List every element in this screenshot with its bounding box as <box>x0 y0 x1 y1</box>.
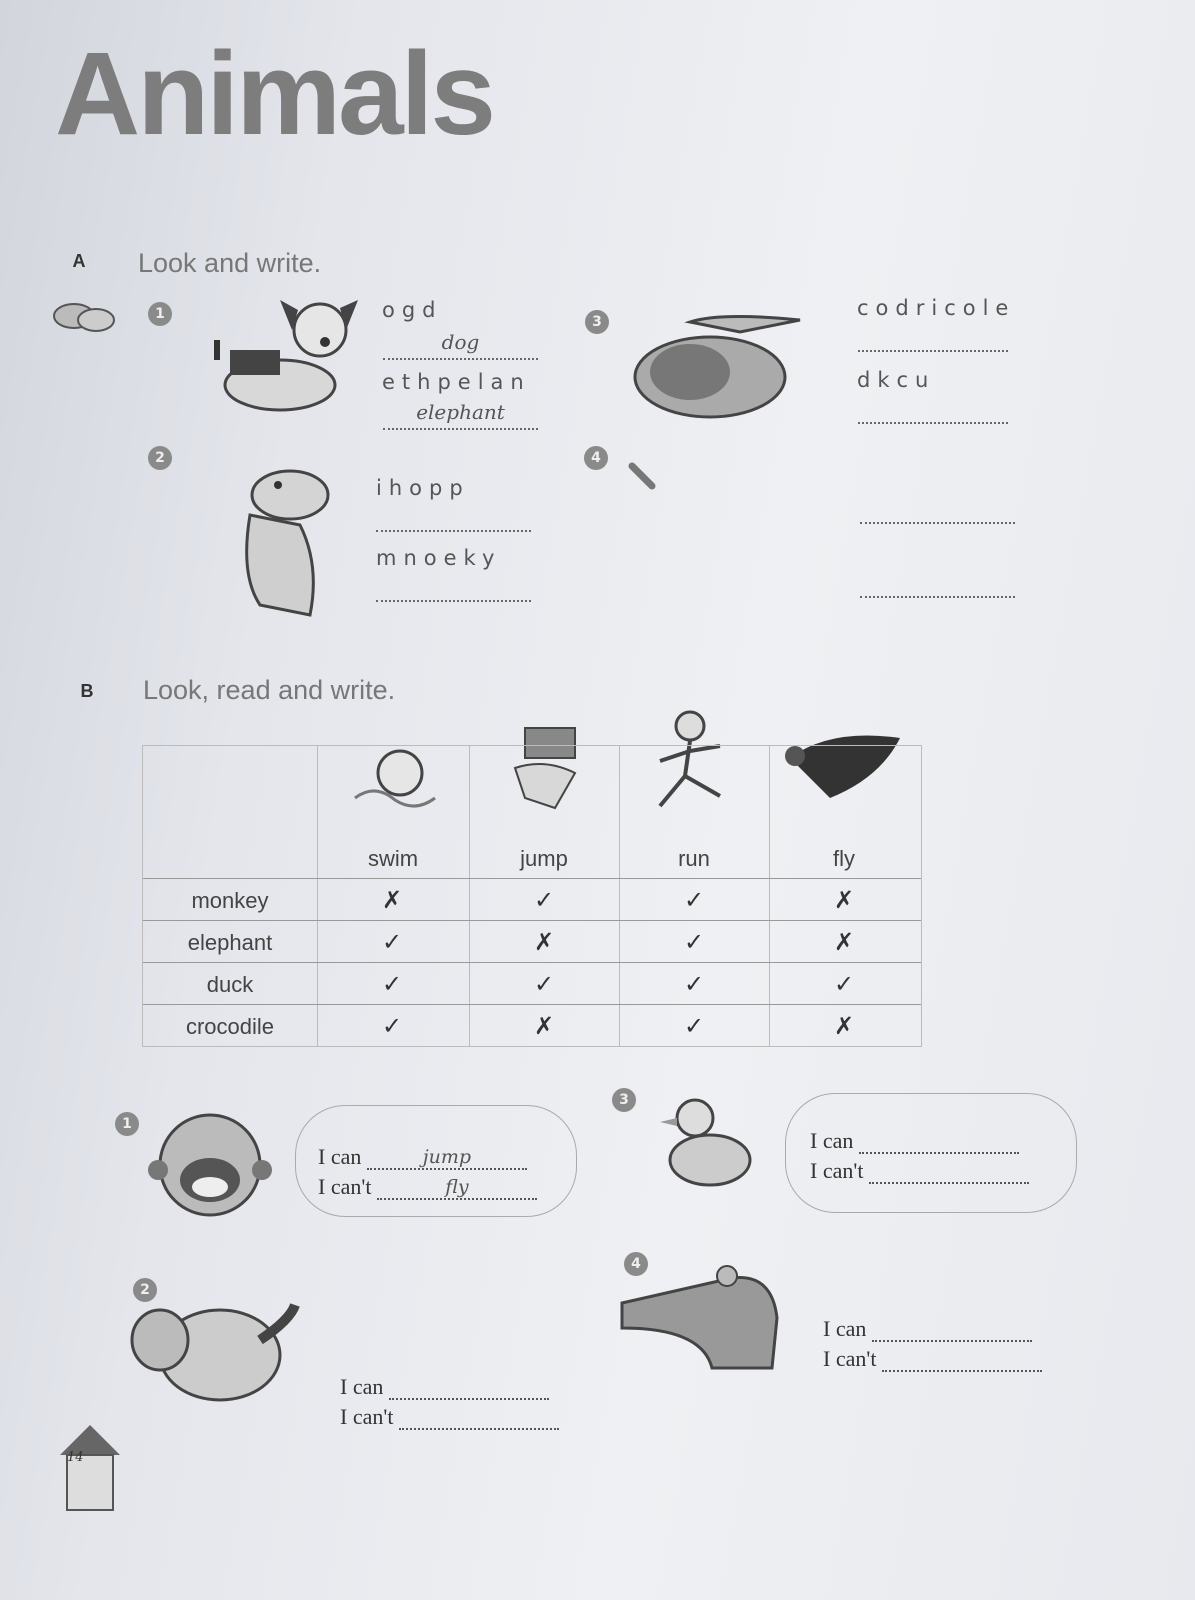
speech-1-can-label: I can <box>318 1144 362 1169</box>
speech-3-cant-answer[interactable] <box>869 1160 1029 1184</box>
speech-2-cant-line <box>340 1404 559 1430</box>
abilities-table <box>142 745 922 1047</box>
speech-3-can-line <box>810 1128 1019 1154</box>
col-header-run: run <box>678 846 710 871</box>
scramble-3a: codricole <box>857 296 1016 320</box>
section-b-label: B <box>80 681 94 701</box>
speech-1-can-line <box>318 1144 527 1170</box>
answer-1a[interactable]: dog <box>383 328 538 360</box>
section-a-label: A <box>72 251 86 271</box>
speech-4-cant-label: I can't <box>823 1346 877 1371</box>
speech-3-cant-label: I can't <box>810 1158 864 1183</box>
scramble-1b: ethpelan <box>382 370 531 394</box>
speech-3-can-answer[interactable] <box>859 1130 1019 1154</box>
scramble-3b: dkcu <box>857 368 936 392</box>
mark-monkey-fly: ✗ <box>833 886 855 914</box>
answer-3a[interactable] <box>858 320 1008 352</box>
scramble-2b: mnoeky <box>376 546 502 570</box>
speech-1-cant-line <box>318 1174 537 1200</box>
answer-4b[interactable] <box>860 566 1015 598</box>
answer-4a[interactable] <box>860 492 1015 524</box>
mark-duck-swim: ✓ <box>381 970 403 998</box>
mark-elephant-jump: ✗ <box>533 928 555 956</box>
row-header-elephant: elephant <box>187 930 273 955</box>
speech-1-cant-answer[interactable]: fly <box>377 1176 537 1200</box>
b-item-3-number: 3 <box>612 1088 636 1112</box>
house-icon <box>55 1415 125 1515</box>
speech-4-can-label: I can <box>823 1316 867 1341</box>
mark-monkey-run: ✓ <box>683 886 705 914</box>
scramble-1a: ogd <box>382 298 443 322</box>
mark-elephant-run: ✓ <box>683 928 705 956</box>
crocodile-duck-picture <box>620 292 805 422</box>
a-item-1-number: 1 <box>148 302 172 326</box>
dog-picture <box>200 290 360 430</box>
col-header-swim: swim <box>367 846 419 871</box>
mark-crocodile-swim: ✓ <box>381 1012 403 1040</box>
crocodile-picture <box>612 1258 787 1373</box>
section-b-instruction: Look, read and write. <box>143 675 396 705</box>
mark-elephant-swim: ✓ <box>381 928 403 956</box>
speech-4-cant-answer[interactable] <box>882 1348 1042 1372</box>
a-item-3-number: 3 <box>585 310 609 334</box>
speech-3-cant-line <box>810 1158 1029 1184</box>
section-a-instruction: Look and write. <box>138 248 322 278</box>
mark-monkey-jump: ✓ <box>533 886 555 914</box>
speech-3-can-label: I can <box>810 1128 854 1153</box>
monkey-hippo-picture <box>220 455 340 630</box>
mark-duck-run: ✓ <box>683 970 705 998</box>
mark-crocodile-run: ✓ <box>683 1012 705 1040</box>
row-header-monkey: monkey <box>191 888 269 913</box>
b-item-1-number: 1 <box>115 1112 139 1136</box>
speech-2-cant-answer[interactable] <box>399 1406 559 1430</box>
gorilla-picture <box>150 1105 270 1225</box>
b-item-4-number: 4 <box>624 1252 648 1276</box>
speech-1-can-answer[interactable]: jump <box>367 1146 527 1170</box>
pencil-icon <box>628 462 656 492</box>
answer-3b[interactable] <box>858 392 1008 424</box>
speech-4-can-line <box>823 1316 1032 1342</box>
b-item-2-number: 2 <box>133 1278 157 1302</box>
answer-2a[interactable] <box>376 500 531 532</box>
mark-elephant-fly: ✗ <box>833 928 855 956</box>
speech-bubbles-icon <box>52 300 122 336</box>
speech-4-cant-line <box>823 1346 1042 1372</box>
page-number: 14 <box>67 1450 84 1465</box>
answer-1b[interactable]: elephant <box>383 398 538 430</box>
speech-1-cant-label: I can't <box>318 1174 372 1199</box>
a-item-4-number: 4 <box>584 446 608 470</box>
elephant-picture <box>130 1300 305 1415</box>
mark-crocodile-jump: ✗ <box>533 1012 555 1040</box>
mark-crocodile-fly: ✗ <box>833 1012 855 1040</box>
a-item-2-number: 2 <box>148 446 172 470</box>
page-title: Animals <box>55 28 494 160</box>
speech-2-cant-label: I can't <box>340 1404 394 1429</box>
col-header-jump: jump <box>520 846 568 871</box>
speech-2-can-line <box>340 1374 549 1400</box>
duckling-picture <box>655 1090 755 1190</box>
col-header-fly: fly <box>833 846 855 871</box>
speech-4-can-answer[interactable] <box>872 1318 1032 1342</box>
mark-duck-jump: ✓ <box>533 970 555 998</box>
mark-monkey-swim: ✗ <box>381 886 403 914</box>
speech-2-can-label: I can <box>340 1374 384 1399</box>
scramble-2a: ihopp <box>376 476 470 500</box>
row-header-crocodile: crocodile <box>185 1014 275 1039</box>
answer-2b[interactable] <box>376 570 531 602</box>
mark-duck-fly: ✓ <box>833 970 855 998</box>
speech-2-can-answer[interactable] <box>389 1376 549 1400</box>
row-header-duck: duck <box>206 972 254 997</box>
